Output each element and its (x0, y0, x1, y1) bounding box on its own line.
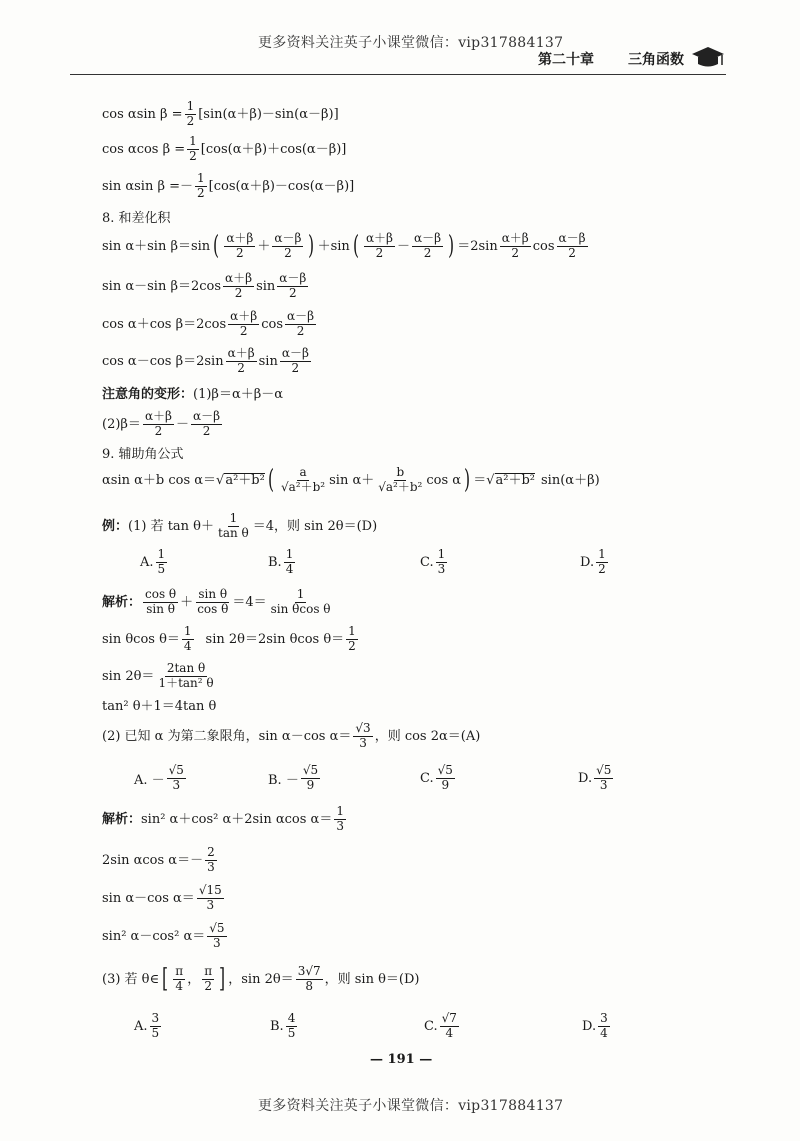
example-3-option-b: B. $\frac{4}{5}$ (270, 1011, 296, 1040)
example-3-option-d: D. $\frac{3}{4}$ (582, 1011, 608, 1040)
example-2-option-b: B. － $\frac{√5}{9}$ (268, 763, 319, 792)
example-1-solution-line-2: sin θcos θ＝ $\frac{1}{4}$ sin 2θ＝2sin θcos θ＝ $\frac{1}{2}$ (102, 624, 356, 653)
formula-auxiliary-angle: αsin α＋b cos α＝ √ a²＋b² ( $\frac{a}{\text{√a²＋b²}}$ sin α＋ $\frac{b}{\text{√a²＋b²}}$ cos α ) ＝ √ a²＋b² sin(α＋β) (102, 465, 600, 496)
formula-cos-minus-cos: cos α－cos β＝2sin $\frac{\alpha+\beta}{2}$ sin $\frac{\alpha-\beta}{2}$ (102, 346, 309, 375)
example-1-question: 例： (1) 若 tan θ＋ $\frac{1}{\text{tan θ}}$ ＝4，则 sin 2θ＝(D) (102, 511, 378, 540)
example-2-solution-line-1: 解析： sin² α＋cos² α＋2sin αcos α＝ $\frac{1}{3}$ (102, 804, 344, 833)
header-rule (70, 74, 726, 75)
example-1-option-d: D. $\frac{1}{2}$ (580, 547, 606, 576)
note-angle-transform: 注意角的变形： (1)β＝α＋β－α (102, 387, 284, 402)
example-3-option-a: A. $\frac{3}{5}$ (134, 1011, 160, 1040)
example-3-question: (3) 若 θ∈ [ $\frac{\pi}{4}$ ， $\frac{\pi}{2}$ ] ，sin 2θ＝ $\frac{3√7}{8}$ ，则 sin θ＝(D) (102, 964, 420, 995)
formula-cos-sin: cos αsin β = $\frac{1}{2}$ [sin(α＋β)－sin(α－β)] (102, 99, 339, 128)
example-1-solution-line-4: tan² θ＋1＝4tan θ (102, 699, 217, 714)
example-2-question: (2) 已知 α 为第二象限角，sin α－cos α＝ $\frac{√3}{3}$ ，则 cos 2α＝(A) (102, 721, 481, 750)
page-number: — 191 — (370, 1052, 433, 1067)
example-2-solution-line-4: sin² α－cos² α＝ $\frac{√5}{3}$ (102, 921, 225, 950)
example-1-option-b: B. $\frac{1}{4}$ (268, 547, 294, 576)
note-angle-transform-2: (2)β＝ $\frac{\alpha+\beta}{2}$ － $\frac{\alpha-\beta}{2}$ (102, 409, 221, 438)
chapter-title: 三角函数 (628, 52, 684, 68)
formula-sin-plus-sin: sin α＋sin β＝sin ( $\frac{\alpha+\beta}{2}$ ＋ $\frac{\alpha-\beta}{2}$ ) ＋sin ( $\frac{\alpha+\beta}{2}$ － $\frac{\alpha-\beta}{2}$ ) ＝2sin $\frac{\alpha+\beta}{2}$ cos $\frac{\alpha-\beta}{2}$ (102, 231, 586, 262)
section-heading-9: 9. 辅助角公式 (102, 447, 184, 462)
example-2-solution-line-3: sin α－cos α＝ $\frac{√15}{3}$ (102, 883, 222, 912)
formula-sin-sin: sin αsin β =－ $\frac{1}{2}$ [cos(α＋β)－cos(α－β)] (102, 171, 355, 200)
section-heading-8: 8. 和差化积 (102, 211, 171, 226)
example-1-solution-line-3: sin 2θ＝ $\frac{\text{2tan θ}}{\text{1＋tan² θ}}$ (102, 661, 214, 690)
example-1-solution-line-1: 解析： $\frac{\text{cos θ}}{\text{sin θ}}$ ＋ $\frac{\text{sin θ}}{\text{cos θ}}$ ＝4＝ $\frac{1}{\text{sin θcos θ}}$ (102, 587, 331, 616)
example-1-option-c: C. $\frac{1}{3}$ (420, 547, 446, 576)
example-2-solution-line-2: 2sin αcos α＝－ $\frac{2}{3}$ (102, 845, 215, 874)
chapter-number: 第二十章 (538, 52, 594, 68)
graduation-cap-icon (690, 44, 726, 70)
example-1-option-a: A. $\frac{1}{5}$ (140, 547, 166, 576)
watermark-top: 更多资料关注英子小课堂微信：vip317884137 (258, 35, 564, 51)
formula-cos-plus-cos: cos α＋cos β＝2cos $\frac{\alpha+\beta}{2}$ cos $\frac{\alpha-\beta}{2}$ (102, 309, 315, 338)
example-2-option-a: A. － $\frac{√5}{3}$ (134, 763, 184, 792)
example-2-option-c: C. $\frac{√5}{9}$ (420, 763, 453, 792)
example-3-option-c: C. $\frac{√7}{4}$ (424, 1011, 457, 1040)
formula-sin-minus-sin: sin α－sin β＝2cos $\frac{\alpha+\beta}{2}$ sin $\frac{\alpha-\beta}{2}$ (102, 271, 307, 300)
example-2-option-d: D. $\frac{√5}{3}$ (578, 763, 612, 792)
watermark-bottom: 更多资料关注英子小课堂微信：vip317884137 (258, 1098, 564, 1114)
formula-cos-cos: cos αcos β = $\frac{1}{2}$ [cos(α＋β)＋cos(α－β)] (102, 134, 347, 163)
